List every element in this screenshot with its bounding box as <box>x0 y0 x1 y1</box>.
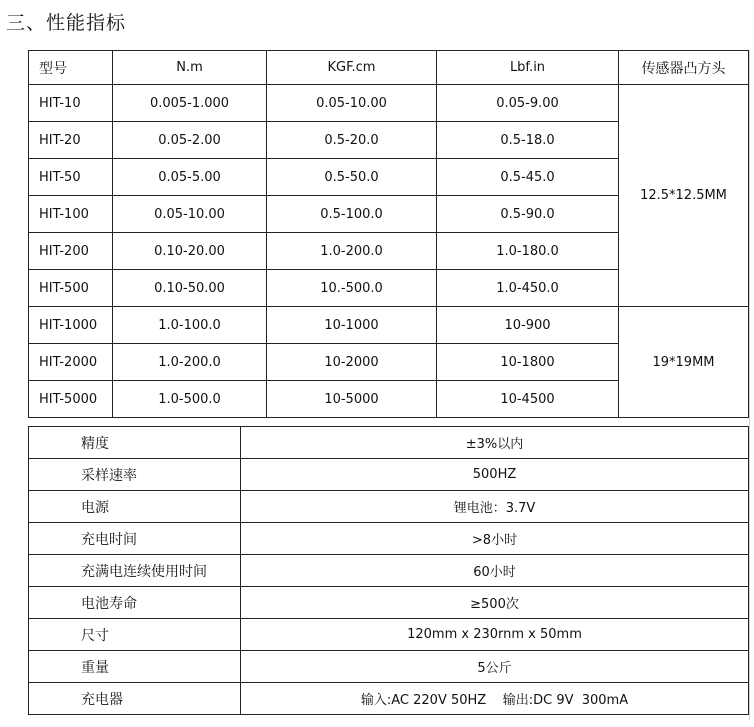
header-sensor-square: 传感器凸方头 <box>619 51 749 85</box>
spec-label: 精度 <box>29 427 241 459</box>
header-model: 型号 <box>29 51 113 85</box>
spec-row <box>29 587 749 619</box>
spec-label: 重量 <box>29 651 241 683</box>
model-cell: HIT-5000 <box>29 381 113 418</box>
model-cell: HIT-10 <box>29 85 113 122</box>
spec-label: 充电器 <box>29 683 241 715</box>
nm-cell: 0.005-1.000 <box>113 85 267 122</box>
spec-row <box>29 651 749 683</box>
spec-row <box>29 427 749 459</box>
table-row <box>29 307 749 344</box>
model-cell: HIT-2000 <box>29 344 113 381</box>
model-cell: HIT-500 <box>29 270 113 307</box>
spec-row <box>29 683 749 715</box>
kgfcm-cell: 10.-500.0 <box>267 270 437 307</box>
spec-value: 锂电池：3.7V <box>241 491 749 523</box>
spec-value: 5公斤 <box>241 651 749 683</box>
lbfin-cell: 0.5-45.0 <box>437 159 619 196</box>
sensor-size-cell: 12.5*12.5MM <box>619 85 749 307</box>
spec-label: 充满电连续使用时间 <box>29 555 241 587</box>
spec-label: 尺寸 <box>29 619 241 651</box>
lbfin-cell: 1.0-180.0 <box>437 233 619 270</box>
spec-row <box>29 523 749 555</box>
spec-row <box>29 491 749 523</box>
model-table-header-row <box>29 51 749 85</box>
spec-value: ±3%以内 <box>241 427 749 459</box>
spec-value: ≥500次 <box>241 587 749 619</box>
nm-cell: 0.05-5.00 <box>113 159 267 196</box>
page-edge-divider <box>749 50 750 720</box>
spec-label: 充电时间 <box>29 523 241 555</box>
nm-cell: 0.10-50.00 <box>113 270 267 307</box>
table-row <box>29 85 749 122</box>
spec-value: 输入:AC 220V 50HZ 输出:DC 9V 300mA <box>241 683 749 715</box>
header-kgfcm: KGF.cm <box>267 51 437 85</box>
model-cell: HIT-50 <box>29 159 113 196</box>
spec-row <box>29 619 749 651</box>
lbfin-cell: 0.5-90.0 <box>437 196 619 233</box>
spec-table <box>28 426 749 715</box>
model-cell: HIT-20 <box>29 122 113 159</box>
sensor-size-cell: 19*19MM <box>619 307 749 418</box>
model-cell: HIT-200 <box>29 233 113 270</box>
kgfcm-cell: 0.05-10.00 <box>267 85 437 122</box>
lbfin-cell: 1.0-450.0 <box>437 270 619 307</box>
nm-cell: 0.05-2.00 <box>113 122 267 159</box>
kgfcm-cell: 0.5-20.0 <box>267 122 437 159</box>
nm-cell: 1.0-100.0 <box>113 307 267 344</box>
header-nm: N.m <box>113 51 267 85</box>
spec-label: 电池寿命 <box>29 587 241 619</box>
spec-value: 500HZ <box>241 459 749 491</box>
header-lbfin: Lbf.in <box>437 51 619 85</box>
spec-label: 采样速率 <box>29 459 241 491</box>
section-heading: 三、性能指标 <box>6 12 127 34</box>
nm-cell: 0.05-10.00 <box>113 196 267 233</box>
nm-cell: 1.0-200.0 <box>113 344 267 381</box>
spec-value: >8小时 <box>241 523 749 555</box>
kgfcm-cell: 0.5-100.0 <box>267 196 437 233</box>
spec-row <box>29 555 749 587</box>
kgfcm-cell: 10-2000 <box>267 344 437 381</box>
lbfin-cell: 10-1800 <box>437 344 619 381</box>
kgfcm-cell: 10-5000 <box>267 381 437 418</box>
kgfcm-cell: 1.0-200.0 <box>267 233 437 270</box>
kgfcm-cell: 0.5-50.0 <box>267 159 437 196</box>
nm-cell: 1.0-500.0 <box>113 381 267 418</box>
lbfin-cell: 0.5-18.0 <box>437 122 619 159</box>
spec-value: 60小时 <box>241 555 749 587</box>
lbfin-cell: 10-4500 <box>437 381 619 418</box>
model-cell: HIT-1000 <box>29 307 113 344</box>
lbfin-cell: 10-900 <box>437 307 619 344</box>
model-range-table <box>28 50 749 418</box>
kgfcm-cell: 10-1000 <box>267 307 437 344</box>
spec-value: 120mm x 230rnm x 50mm <box>241 619 749 651</box>
model-cell: HIT-100 <box>29 196 113 233</box>
nm-cell: 0.10-20.00 <box>113 233 267 270</box>
lbfin-cell: 0.05-9.00 <box>437 85 619 122</box>
spec-label: 电源 <box>29 491 241 523</box>
spec-row <box>29 459 749 491</box>
